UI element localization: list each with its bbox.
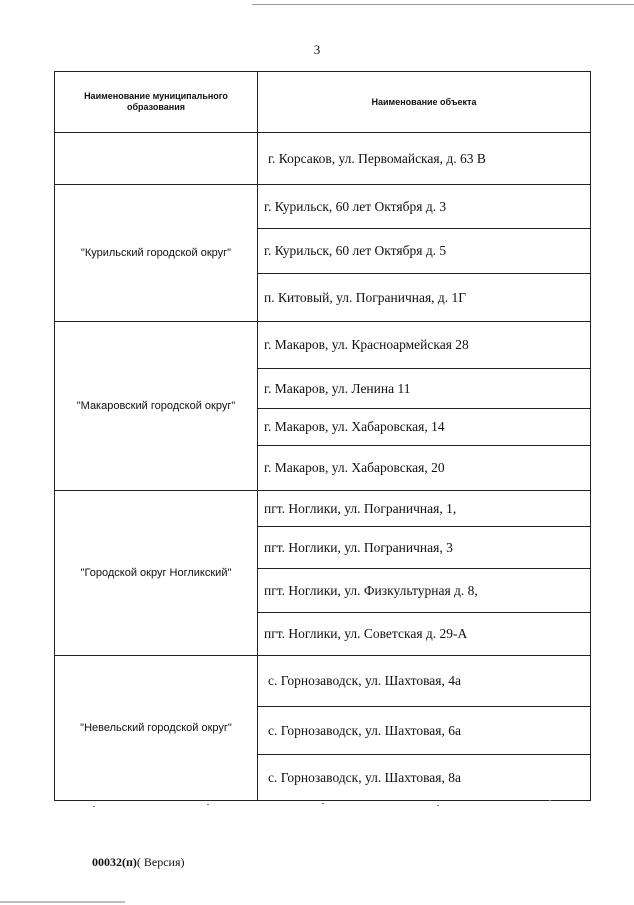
- object-cell: пгт. Ноглики, ул. Советская д. 29-А: [258, 613, 591, 656]
- object-cell: г. Курильск, 60 лет Октября д. 5: [258, 229, 591, 274]
- object-cell: пгт. Ноглики, ул. Пограничная, 1,: [258, 491, 591, 527]
- header-object: Наименование объекта: [258, 72, 591, 133]
- object-cell: г. Макаров, ул. Красноармейская 28: [258, 322, 591, 369]
- object-cell: г. Курильск, 60 лет Октября д. 3: [258, 185, 591, 229]
- bottom-rule: [0, 901, 125, 903]
- table-row: [55, 491, 591, 527]
- municipality-cell: "Городской округ Ногликский": [55, 491, 258, 656]
- header-municipality: Наименование муниципального образования: [55, 72, 258, 133]
- municipality-cell: "Невельский городской округ": [55, 656, 258, 801]
- footer-code: 00032(п): [92, 855, 137, 869]
- scan-speck: [437, 805, 439, 806]
- object-cell: пгт. Ноглики, ул. Пограничная, 3: [258, 527, 591, 569]
- table-header-row: [55, 72, 591, 133]
- table-row: [55, 322, 591, 369]
- table-row: [55, 656, 591, 707]
- scan-speck: [322, 803, 324, 804]
- scan-speck: [93, 806, 95, 807]
- object-cell: пгт. Ноглики, ул. Физкультурная д. 8,: [258, 569, 591, 613]
- object-cell: с. Горнозаводск, ул. Шахтовая, 8а: [258, 755, 591, 801]
- table-row: [55, 133, 591, 185]
- scan-speck: [207, 804, 209, 805]
- objects-table: [54, 71, 591, 801]
- document-footer: [92, 855, 185, 870]
- table-row: [55, 185, 591, 229]
- object-cell: г. Макаров, ул. Ленина 11: [258, 369, 591, 409]
- object-cell: п. Китовый, ул. Пограничная, д. 1Г: [258, 274, 591, 322]
- object-cell: г. Корсаков, ул. Первомайская, д. 63 В: [258, 133, 591, 185]
- footer-version: ( Версия): [136, 855, 185, 869]
- object-cell: г. Макаров, ул. Хабаровская, 14: [258, 409, 591, 446]
- top-rule: [252, 4, 634, 5]
- scan-speck: [549, 800, 551, 801]
- object-cell: с. Горнозаводск, ул. Шахтовая, 6а: [258, 707, 591, 755]
- object-cell: г. Макаров, ул. Хабаровская, 20: [258, 446, 591, 491]
- municipality-cell: [55, 133, 258, 185]
- municipality-cell: "Макаровский городской округ": [55, 322, 258, 491]
- page-number: 3: [313, 42, 321, 57]
- municipality-cell: "Курильский городской округ": [55, 185, 258, 322]
- object-cell: с. Горнозаводск, ул. Шахтовая, 4а: [258, 656, 591, 707]
